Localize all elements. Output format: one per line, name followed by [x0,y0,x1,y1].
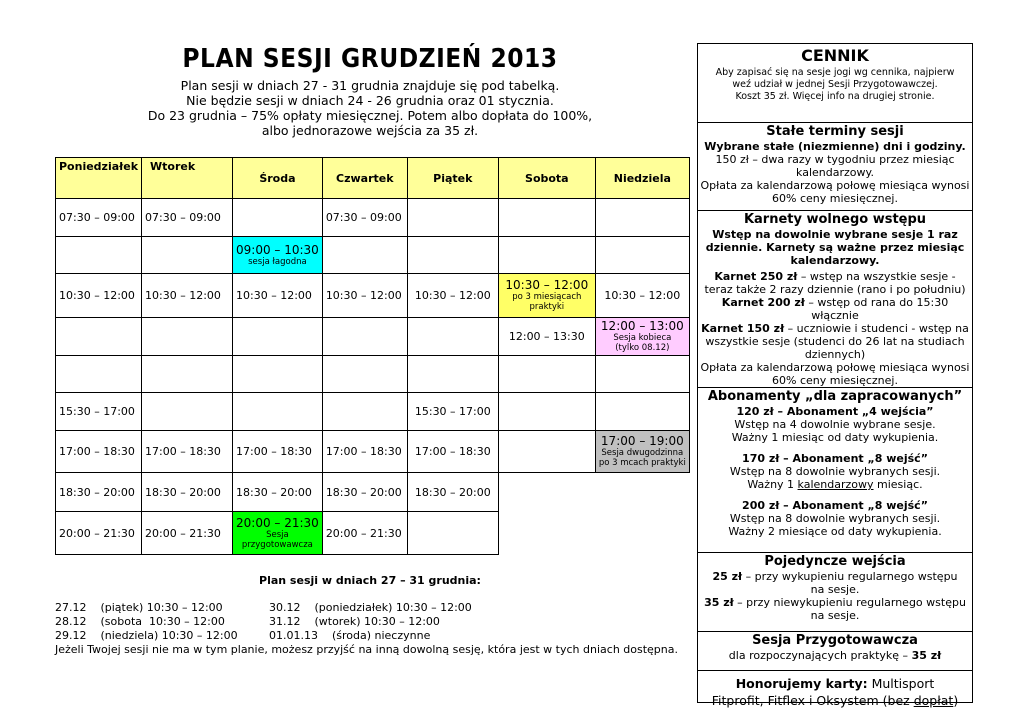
cell: 10:30 – 12:00 [407,274,498,318]
cell: 18:30 – 20:00 [322,473,407,512]
cell: 15:30 – 17:00 [56,393,142,431]
section-line: dziennych) [804,348,866,361]
cell-preparatory-session [233,512,323,555]
text-part: ) [953,693,959,708]
cell-gentle-session [233,237,323,274]
section-line: Wybrane stałe (niezmienne) dni i godziny. [704,140,966,153]
table-header-row [56,158,690,199]
cell [407,356,498,393]
session-time: 12:00 – 13:00 [600,319,684,333]
section-title: Karnety wolnego wstępu [743,212,927,227]
cell: 20:00 – 21:30 [142,512,233,555]
section-line [698,296,972,322]
section-line: teraz także 2 razy dziennie (rano i po południu) [704,283,966,296]
holiday-row [55,601,695,615]
cell [498,431,595,473]
cell [407,512,498,555]
price-intro-line: Aby zapisać się na sesje jogi wg cennika, najpierw [715,67,955,78]
table-row [56,512,690,555]
session-note: po 3 miesiącach [512,292,582,302]
passes-section [698,211,972,388]
section-line: Opłata za kalendarzową połowę miesiąca wynosi [700,361,970,374]
price-list-title: CENNIK [801,46,869,65]
section-line: na sesje. [810,609,860,622]
price-label: 25 zł [712,570,743,583]
holiday-entry: 27.12 (piątek) 10:30 – 12:00 [55,601,223,614]
table-row [56,431,690,473]
cell: 07:30 – 09:00 [142,199,233,237]
cell [233,199,323,237]
holiday-row [55,629,695,643]
cell: 10:30 – 12:00 [322,274,407,318]
cell-women-session [595,318,689,356]
cell [322,237,407,274]
price-intro-section [698,45,972,123]
cell: 10:30 – 12:00 [595,274,689,318]
section-line [698,692,972,709]
session-note: Sesja dwugodzinna [601,448,684,458]
intro-line: Plan sesji w dniach 27 - 31 grudnia znajduje się pod tabelką. [180,78,560,93]
cell: 20:00 – 21:30 [56,512,142,555]
schedule-table [55,157,690,555]
section-line: Wstęp na 8 dowolnie wybranych sesji. [729,512,941,525]
cell [233,393,323,431]
text-part: miesiąc. [873,478,923,491]
section-title: Stałe terminy sesji [766,124,904,139]
table-row [56,199,690,237]
preparatory-section [698,632,972,671]
holiday-row [55,615,695,629]
price-desc: – przy wykupieniu regularnego wstępu [742,570,958,583]
section-title: Abonamenty „dla zapracowanych” [707,389,963,404]
section-line: Wstęp na 4 dowolnie wybrane sesje. [734,418,936,431]
session-note: przygotowawcza [241,539,313,550]
section-line [698,570,972,583]
text-part: dopłat [913,693,954,708]
holiday-entry: 29.12 (niedziela) 10:30 – 12:00 [55,629,238,642]
session-time: 20:00 – 21:30 [236,515,319,530]
section-line: 150 zł – dwa razy w tygodniu przez miesiąc [715,153,955,166]
table-row [56,473,690,512]
section-line: 60% ceny miesięcznej. [772,374,898,387]
holiday-entry: 01.01.13 (środa) nieczynne [269,629,431,642]
header-wednesday: Środa [233,158,323,199]
table-row [56,237,690,274]
table-row [56,393,690,431]
section-line [698,478,972,491]
section-line [698,596,972,609]
price-label: Karnet 250 zł [714,270,798,283]
cell [233,356,323,393]
price-label: 35 zł [704,596,734,609]
session-note: praktyki [529,302,565,312]
section-line [698,322,972,335]
cell [233,318,323,356]
subscription-head: 120 zł – Abonament „4 wejścia” [736,405,934,418]
section-line [698,649,972,662]
fixed-sessions-section [698,123,972,211]
cell [595,237,689,274]
section-line [698,270,972,283]
section-line: Ważny 2 miesiące od daty wykupienia. [728,525,942,538]
cell [322,393,407,431]
cell: 17:00 – 18:30 [142,431,233,473]
cell: 12:00 – 13:30 [498,318,595,356]
cell [322,318,407,356]
cell [595,512,689,555]
holiday-schedule [55,601,695,657]
header-tuesday: Wtorek [142,158,233,199]
section-line: kalendarzowy. [796,166,874,179]
section-line: 60% ceny miesięcznej. [772,192,898,205]
header-saturday: Sobota [498,158,595,199]
header-friday: Piątek [407,158,498,199]
section-line: Wstęp na 8 dowolnie wybranych sesji. [729,465,941,478]
cell [142,393,233,431]
holiday-entry: 28.12 (sobota 10:30 – 12:00 [55,615,225,628]
session-time: 10:30 – 12:00 [505,278,589,292]
price-desc: – wstęp na wszystkie sesje - [797,270,956,283]
text-part: Ważny 1 [747,478,798,491]
intro-line: Do 23 grudnia – 75% opłaty miesięcznej. Potem albo dopłata do 100%, [147,108,593,123]
price-desc: – przy niewykupieniu regularnego wstępu [733,596,966,609]
section-line: Ważny 1 miesiąc od daty wykupienia. [731,431,939,444]
cell [322,356,407,393]
text-part: Multisport [867,676,935,691]
cell [498,393,595,431]
section-line: Opłata za kalendarzową połowę miesiąca wynosi [700,179,970,192]
cell: 15:30 – 17:00 [407,393,498,431]
session-note: Sesja [266,529,289,540]
cell: 18:30 – 20:00 [142,473,233,512]
price-intro-line: weź udział w jednej Sesji Przygotowawczej. [732,79,938,90]
price-desc: – wstęp od rana do 15:30 włącznie [804,296,949,322]
cell [595,473,689,512]
cell: 07:30 – 09:00 [56,199,142,237]
text-part: Fitprofit, Fitflex i Oksystem (bez [711,693,914,708]
cell [595,393,689,431]
cell [498,473,595,512]
session-time: 17:00 – 19:00 [600,434,684,448]
cell [56,318,142,356]
intro-line: albo jednorazowe wejścia za 35 zł. [261,123,479,138]
cell: 17:00 – 18:30 [56,431,142,473]
text-part: dla rozpoczynających praktykę – [728,649,912,662]
cell [498,237,595,274]
cell: 20:00 – 21:30 [322,512,407,555]
cell [407,199,498,237]
cell: 17:00 – 18:30 [407,431,498,473]
cell [56,237,142,274]
price-list [697,43,973,708]
subscription-head: 200 zł – Abonament „8 wejść” [742,499,928,512]
cell: 10:30 – 12:00 [233,274,323,318]
cell [56,356,142,393]
cell: 17:00 – 18:30 [322,431,407,473]
cell: 17:00 – 18:30 [233,431,323,473]
cell-advanced-session [498,274,595,318]
session-note: Sesja kobieca [613,333,672,343]
header-monday: Poniedziałek [56,158,142,199]
cell: 18:30 – 20:00 [56,473,142,512]
price-intro-line: Koszt 35 zł. Więcej info na drugiej stronie. [735,91,935,102]
cell [407,237,498,274]
price-label: 35 zł [911,649,942,662]
cards-section [698,671,972,710]
section-line: wszystkie sesje (studenci do 26 lat na studiach [705,335,965,348]
cell: 10:30 – 12:00 [56,274,142,318]
cell [595,356,689,393]
cell [142,356,233,393]
cell [142,318,233,356]
holiday-entry: 31.12 (wtorek) 10:30 – 12:00 [269,615,440,628]
subscription-head: 170 zł – Abonament „8 wejść” [742,452,928,465]
cell [142,237,233,274]
holiday-heading: Plan sesji w dniach 27 – 31 grudnia: [259,574,481,587]
price-label: Karnet 200 zł [721,296,805,309]
section-line: Wstęp na dowolnie wybrane sesje 1 raz [712,228,958,241]
cell [498,199,595,237]
table-row [56,356,690,393]
header-thursday: Czwartek [322,158,407,199]
cell: 10:30 – 12:00 [142,274,233,318]
page-title: PLAN SESJI GRUDZIEŃ 2013 [182,44,558,74]
holiday-entry: 30.12 (poniedziałek) 10:30 – 12:00 [269,601,472,614]
intro-text [140,78,600,138]
single-entries-section [698,553,972,632]
table-row [56,318,690,356]
header-sunday: Niedziela [595,158,689,199]
session-time: 09:00 – 10:30 [236,242,319,257]
cell: 07:30 – 09:00 [322,199,407,237]
section-title: Sesja Przygotowawcza [752,633,918,648]
holiday-note: Jeżeli Twojej sesji nie ma w tym planie, możesz przyjść na inną dowolną sesję, która jest w tych dniach dostępna. [55,643,678,656]
cell [498,356,595,393]
section-line: na sesje. [810,583,860,596]
cell [498,512,595,555]
cell: 18:30 – 20:00 [407,473,498,512]
session-note: po 3 mcach praktyki [598,458,686,468]
cards-label: Honorujemy karty: [735,676,868,691]
cell: 18:30 – 20:00 [233,473,323,512]
price-label: Karnet 150 zł [701,322,785,335]
session-note: (tylko 08.12) [615,343,670,353]
subscriptions-section [698,388,972,553]
cell [407,318,498,356]
cell-two-hour-session [595,431,689,473]
session-note: sesja łagodna [248,256,307,267]
section-title: Pojedyncze wejścia [764,554,906,569]
section-line: dziennie. Karnety są ważne przez miesiąc [705,241,965,254]
text-part: kalendarzowy [797,478,874,491]
table-row [56,274,690,318]
price-desc: – uczniowie i studenci - wstęp na [784,322,969,335]
intro-line: Nie będzie sesji w dniach 24 - 26 grudnia oraz 01 stycznia. [186,93,554,108]
section-line: kalendarzowy. [790,254,880,267]
section-line [698,675,972,692]
cell [595,199,689,237]
